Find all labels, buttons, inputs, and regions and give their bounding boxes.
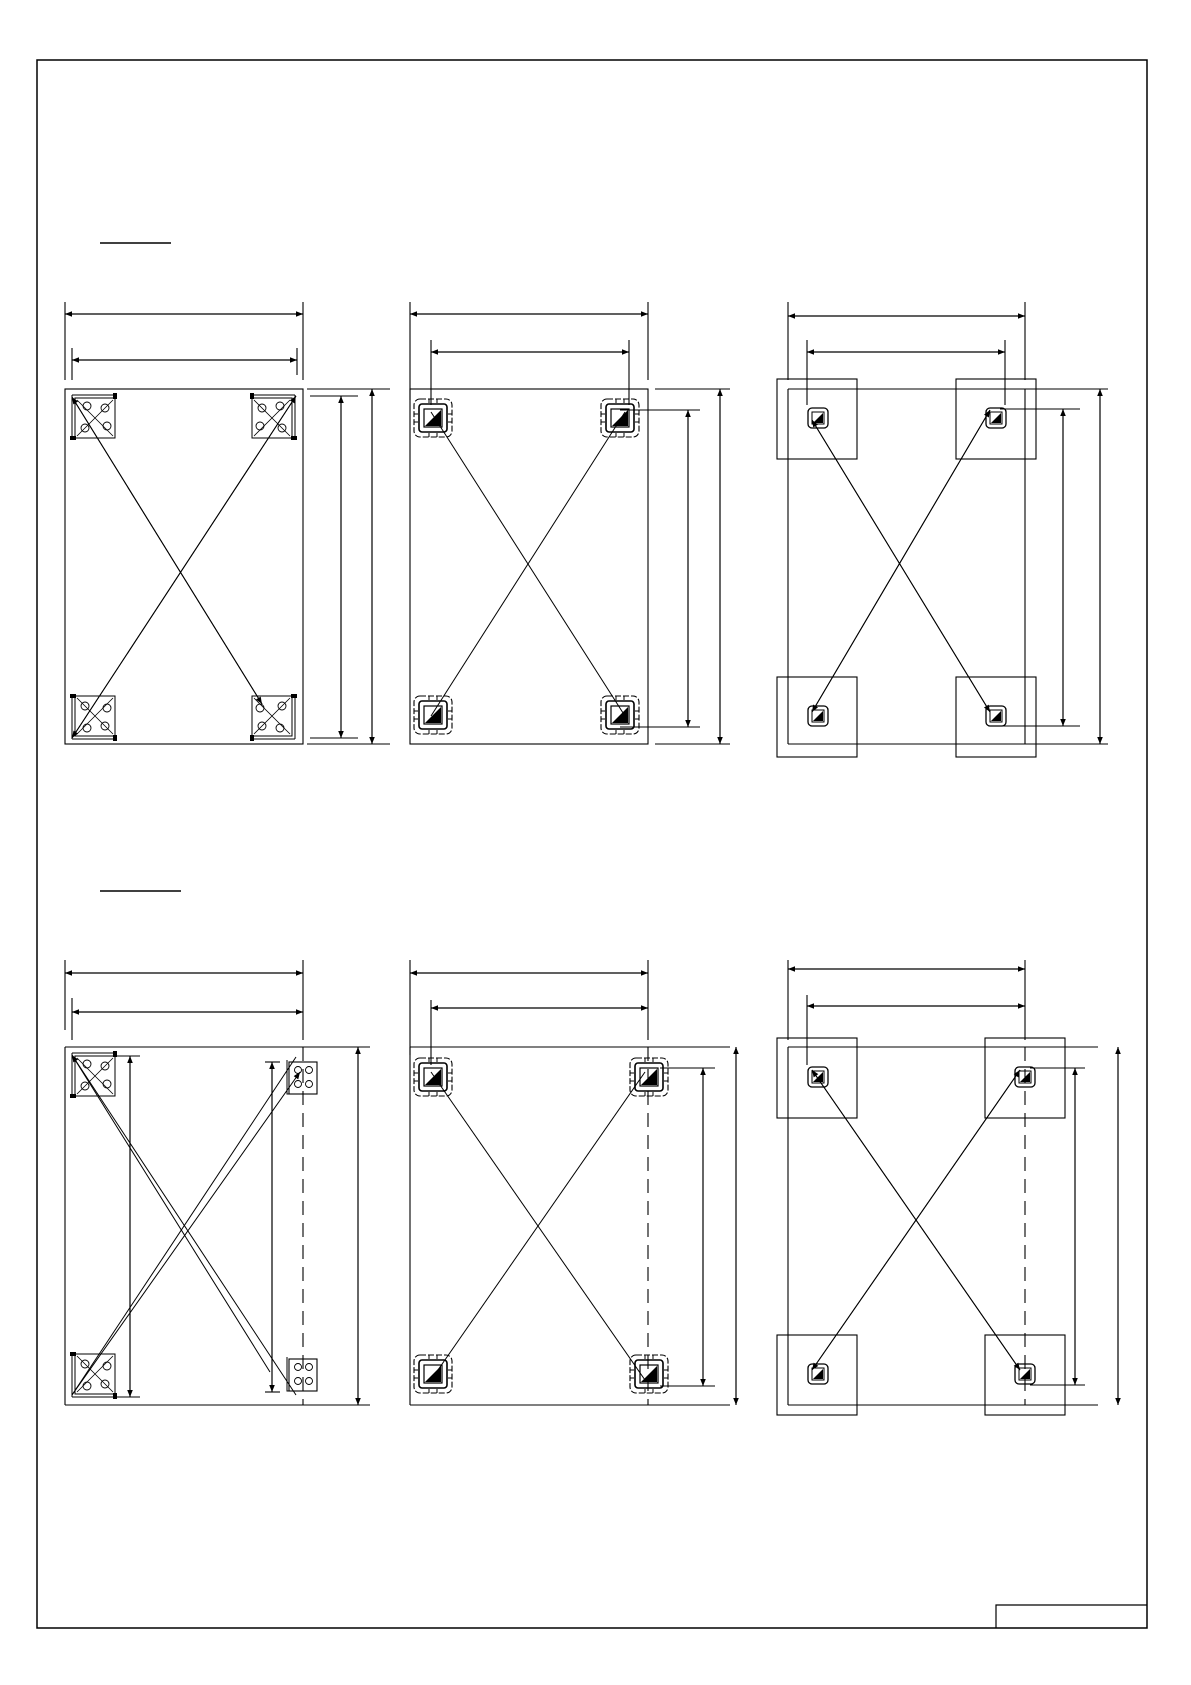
bracket-tab [113,735,117,741]
post-marker [425,1366,441,1382]
post-marker [641,1366,657,1382]
bracket-tab [70,694,76,698]
bolt-hole [306,1081,313,1088]
bolt-hole [306,1067,313,1074]
bolt-hole [306,1364,313,1371]
bolt-hole [103,1080,111,1088]
bracket-tab [291,436,297,440]
bolt-hole [295,1067,302,1074]
footing-post-marker [813,711,823,721]
bracket-tab [291,694,297,698]
square-post-icon [630,1355,668,1393]
bolt-hole [103,1362,111,1370]
diagonal-check-line [72,397,262,704]
bolt-hole [83,1060,91,1068]
footing-post-marker [813,1369,823,1379]
corner-bracket-icon [70,1051,117,1098]
footing-post-icon [808,408,828,428]
post-marker [612,410,628,426]
square-post-icon [630,1058,668,1096]
square-post-icon [414,1355,452,1393]
corner-bracket-icon [250,393,297,440]
bracket-tab [250,735,254,741]
post-marker [641,1069,657,1085]
post-marker [425,707,441,723]
post-marker [425,410,441,426]
diagonal-check-line [72,1072,300,1395]
bolt-hole [103,422,111,430]
offset-bracket-icon [287,1357,317,1391]
bracket-tab [70,436,76,440]
diagonal-check-line [812,420,990,712]
bracket-tab [113,1393,117,1399]
footing-post-icon [986,706,1006,726]
square-post-icon [414,399,452,437]
footing-post-marker [991,711,1001,721]
corner-bracket-icon [70,393,117,440]
footing-post-icon [808,1067,828,1087]
bolt-hole [295,1364,302,1371]
bracket-tab [113,393,117,399]
bolt-hole [256,422,264,430]
slab-outline [410,389,648,744]
diagonal-check-line [812,410,990,712]
bracket-tab [70,1352,76,1356]
bolt-hole [256,704,264,712]
bracket-tab [70,1094,76,1098]
bolt-hole [295,1081,302,1088]
bolt-hole [83,724,91,732]
bolt-hole [83,402,91,410]
bolt-hole [83,1382,91,1390]
bracket-tab [250,393,254,399]
diagonal-check-line [72,1055,270,1372]
footing-post-icon [808,706,828,726]
offset-bracket-icon [287,1060,317,1094]
corner-bracket-icon [70,1352,117,1399]
post-marker [425,1069,441,1085]
square-post-icon [414,696,452,734]
bolt-hole [306,1378,313,1385]
post-marker [612,707,628,723]
footing-post-icon [808,1364,828,1384]
bolt-hole [103,704,111,712]
footing-post-marker [813,413,823,423]
square-post-icon [601,696,639,734]
diagonal-check-line [72,396,296,738]
corner-bracket-icon [70,694,117,741]
corner-bracket-icon [250,694,297,741]
square-post-icon [414,1058,452,1096]
title-block [996,1605,1147,1628]
sheet-border [37,60,1147,1628]
bolt-hole [276,724,284,732]
bracket-tab [113,1051,117,1057]
footing-post-marker [991,413,1001,423]
footing-post-marker [1020,1369,1030,1379]
bolt-hole [295,1378,302,1385]
square-post-icon [601,399,639,437]
bolt-hole [276,402,284,410]
